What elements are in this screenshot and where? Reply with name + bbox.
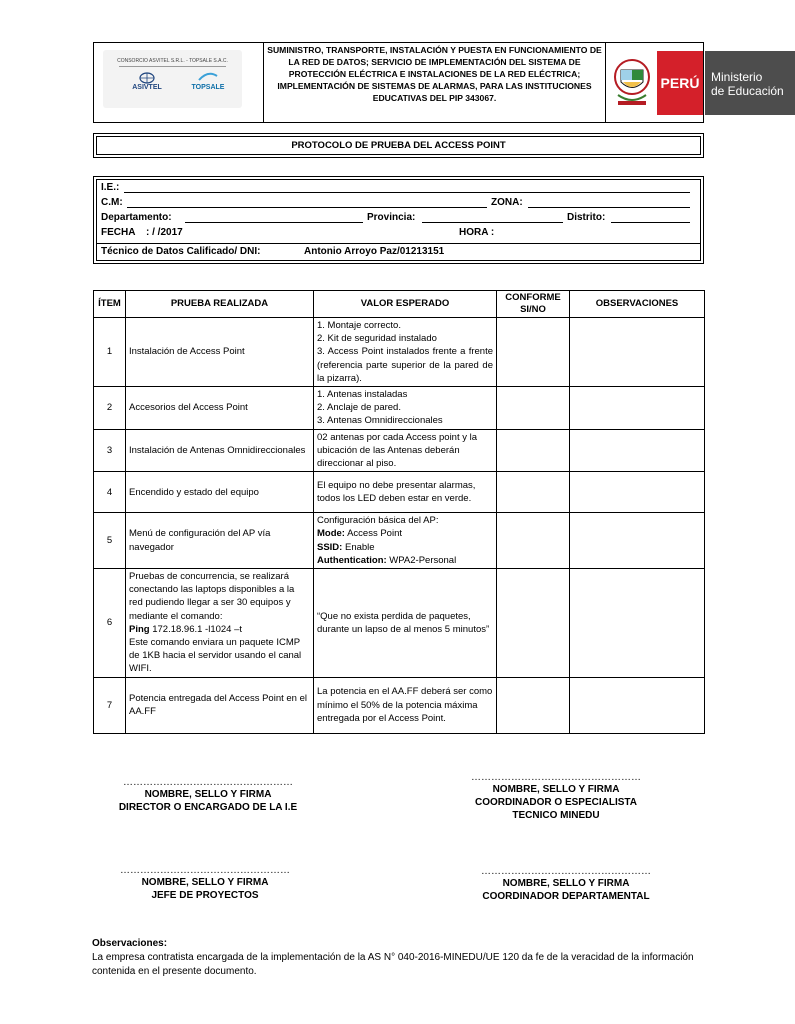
cm-label: C.M: bbox=[101, 197, 123, 208]
item-number: 3 bbox=[94, 429, 126, 472]
valor-cell: 02 antenas por cada Access point y la ubicación de las Antenas deberán direccionar al piso. bbox=[314, 429, 497, 472]
fecha-value[interactable]: : / /2017 bbox=[146, 227, 183, 238]
valor-line bbox=[317, 554, 493, 567]
signature-role: COORDINADOR O ESPECIALISTA bbox=[474, 797, 638, 808]
conforme-cell[interactable] bbox=[497, 677, 570, 733]
ministry-logo-cell bbox=[606, 43, 784, 122]
zona-field[interactable] bbox=[528, 207, 690, 208]
conforme-cell[interactable] bbox=[497, 569, 570, 678]
consortium-logo bbox=[103, 50, 242, 108]
table-row bbox=[94, 429, 705, 472]
tecnico-value: Antonio Arroyo Paz/01213151 bbox=[304, 246, 445, 257]
coat-of-arms-icon bbox=[612, 51, 652, 115]
document-header bbox=[93, 42, 784, 123]
observaciones-cell[interactable] bbox=[570, 387, 705, 430]
institution-info-inner bbox=[96, 179, 701, 261]
signature-jefe bbox=[95, 866, 315, 902]
observaciones-cell[interactable] bbox=[570, 569, 705, 678]
provincia-field[interactable] bbox=[422, 222, 563, 223]
page-title: PROTOCOLO DE PRUEBA DEL ACCESS POINT bbox=[96, 136, 701, 155]
item-number: 2 bbox=[94, 387, 126, 430]
observaciones-label: Observaciones: bbox=[92, 938, 168, 949]
signature-role-2: TECNICO MINEDU bbox=[512, 810, 600, 821]
info-separator bbox=[97, 243, 700, 244]
distrito-label: Distrito: bbox=[567, 212, 606, 223]
ministry-name bbox=[705, 51, 795, 115]
logo-rule bbox=[119, 66, 226, 67]
observaciones-cell[interactable] bbox=[570, 677, 705, 733]
col-header-observaciones: OBSERVACIONES bbox=[570, 291, 705, 318]
prueba-cell: Instalación de Access Point bbox=[126, 318, 314, 387]
ministry-line-1: Ministerio bbox=[711, 70, 763, 84]
col-header-prueba: PRUEBA REALIZADA bbox=[126, 291, 314, 318]
project-description: SUMINISTRO, TRANSPORTE, INSTALACIÓN Y PUESTA EN FUNCIONAMIENTO DE LA RED DE DATOS; SERVICIO DE IMPLEMENTACIÓN DEL SISTEMA DE PROTECCIÓN ELÉCTRICA E INSTALACIONES DE LA RED ELÉCTRICA; IMPLEMENTACIÓN DE SISTEMAS DE ALARMAS, PARA LAS INSTITUCIONES EDUCATIVAS DEL PIP 343067. bbox=[264, 43, 606, 122]
signature-director bbox=[98, 778, 318, 814]
observaciones-cell[interactable] bbox=[570, 318, 705, 387]
globe-icon bbox=[139, 72, 155, 84]
distrito-field[interactable] bbox=[611, 222, 690, 223]
table-row bbox=[94, 472, 705, 513]
consortium-logo-text: CONSORCIO ASVITEL S.R.L. - TOPSALE S.A.C. bbox=[117, 58, 228, 64]
col-header-conforme: CONFORME SI/NO bbox=[497, 291, 570, 318]
ssid-label: SSID: bbox=[317, 541, 343, 553]
peru-label: PERÚ bbox=[657, 51, 703, 115]
conforme-cell[interactable] bbox=[497, 513, 570, 569]
valor-cell: “Que no exista perdida de paquetes, durante un lapso de al menos 5 minutos” bbox=[314, 569, 497, 678]
observaciones-cell[interactable] bbox=[570, 429, 705, 472]
table-row bbox=[94, 387, 705, 430]
item-number: 7 bbox=[94, 677, 126, 733]
table-row bbox=[94, 677, 705, 733]
ministry-line-2: de Educación bbox=[711, 84, 784, 98]
observaciones-text: La empresa contratista encargada de la implementación de la AS N° 040-2016-MINEDU/UE 120 da fe de la veracidad de la información contenida en el presente documento. bbox=[92, 952, 694, 977]
tecnico-label: Técnico de Datos Calificado/ DNI: bbox=[101, 246, 261, 257]
auth-label: Authentication: bbox=[317, 554, 387, 566]
observaciones-section bbox=[92, 937, 712, 979]
institution-info bbox=[93, 176, 704, 264]
valor-line: 1. Antenas instaladas bbox=[317, 389, 408, 401]
topsale-logo bbox=[183, 70, 233, 91]
observaciones-cell[interactable] bbox=[570, 472, 705, 513]
departamento-label: Departamento: bbox=[101, 212, 172, 223]
valor-cell: El equipo no debe presentar alarmas, todos los LED deben estar en verde. bbox=[314, 472, 497, 513]
ping-args: 172.18.96.1 -l1024 –t bbox=[149, 623, 243, 635]
signature-title: NOMBRE, SELLO Y FIRMA bbox=[502, 878, 630, 889]
contractor-logo-cell bbox=[94, 43, 264, 122]
valor-intro: Configuración básica del AP: bbox=[317, 515, 439, 527]
item-number: 5 bbox=[94, 513, 126, 569]
signature-role: COORDINADOR DEPARTAMENTAL bbox=[482, 891, 650, 902]
signature-line: …………………………………………… bbox=[120, 865, 290, 876]
conforme-cell[interactable] bbox=[497, 387, 570, 430]
valor-cell bbox=[314, 318, 497, 387]
table-row bbox=[94, 318, 705, 387]
signature-role: DIRECTOR O ENCARGADO DE LA I.E bbox=[118, 802, 298, 813]
valor-line: 1. Montaje correcto. bbox=[317, 320, 401, 331]
conforme-cell[interactable] bbox=[497, 472, 570, 513]
departamento-field[interactable] bbox=[185, 222, 363, 223]
mode-value: Access Point bbox=[344, 528, 402, 540]
prueba-intro: Pruebas de concurrencia, se realizará conectando las laptops disponibles a la red pudiendo llegar a ser 30 equipos y mediante el comando: bbox=[129, 571, 295, 622]
valor-line bbox=[317, 527, 493, 540]
title-box bbox=[93, 133, 704, 158]
conforme-cell[interactable] bbox=[497, 318, 570, 387]
ping-label: Ping bbox=[129, 623, 150, 635]
signature-line: …………………………………………… bbox=[481, 866, 651, 877]
ie-field[interactable] bbox=[124, 192, 690, 193]
swoosh-icon bbox=[197, 70, 219, 84]
col-header-valor: VALOR ESPERADO bbox=[314, 291, 497, 318]
signature-line: …………………………………………… bbox=[123, 777, 293, 788]
ssid-value: Enable bbox=[342, 541, 375, 553]
prueba-cell: Accesorios del Access Point bbox=[126, 387, 314, 430]
valor-line: 3. Antenas Omnidireccionales bbox=[317, 415, 443, 427]
valor-line bbox=[317, 541, 493, 554]
valor-cell bbox=[314, 513, 497, 569]
signature-role: JEFE DE PROYECTOS bbox=[151, 890, 259, 901]
item-number: 6 bbox=[94, 569, 126, 678]
signature-line: …………………………………………… bbox=[471, 772, 641, 783]
prueba-cell: Instalación de Antenas Omnidireccionales bbox=[126, 429, 314, 472]
prueba-cell: Encendido y estado del equipo bbox=[126, 472, 314, 513]
item-number: 1 bbox=[94, 318, 126, 387]
valor-line: 2. Kit de seguridad instalado bbox=[317, 333, 437, 345]
observaciones-cell[interactable] bbox=[570, 513, 705, 569]
mode-label: Mode: bbox=[317, 528, 345, 540]
col-header-item: ÍTEM bbox=[94, 291, 126, 318]
table-header-row bbox=[94, 291, 705, 318]
prueba-outro: Este comando enviara un paquete ICMP de 1KB hacia el servidor usando el canal WIFI. bbox=[129, 637, 302, 675]
conforme-cell[interactable] bbox=[497, 429, 570, 472]
zona-label: ZONA: bbox=[491, 197, 523, 208]
valor-line: 2. Anclaje de pared. bbox=[317, 402, 401, 414]
asivtel-logo bbox=[132, 72, 162, 91]
valor-line: 3. Access Point instalados frente a frente (referencia parte superior de la pared de la pizarra). bbox=[317, 346, 493, 384]
prueba-cell: Potencia entregada del Access Point en el AA.FF bbox=[126, 677, 314, 733]
auth-value: WPA2-Personal bbox=[386, 554, 457, 566]
hora-label: HORA : bbox=[459, 227, 495, 238]
signature-title: NOMBRE, SELLO Y FIRMA bbox=[141, 877, 269, 888]
signature-title: NOMBRE, SELLO Y FIRMA bbox=[492, 784, 620, 795]
valor-cell bbox=[314, 387, 497, 430]
cm-field[interactable] bbox=[127, 207, 487, 208]
ie-label: I.E.: bbox=[101, 182, 120, 193]
prueba-cell bbox=[126, 569, 314, 678]
signature-title: NOMBRE, SELLO Y FIRMA bbox=[144, 789, 272, 800]
item-number: 4 bbox=[94, 472, 126, 513]
table-row bbox=[94, 513, 705, 569]
signature-coordinador-minedu bbox=[446, 773, 666, 822]
fecha-label: FECHA bbox=[101, 227, 136, 238]
ping-command bbox=[129, 623, 310, 636]
asivtel-brand: ASIVTEL bbox=[132, 84, 162, 91]
signature-departamental bbox=[452, 867, 680, 903]
provincia-label: Provincia: bbox=[367, 212, 416, 223]
prueba-cell: Menú de configuración del AP vía navegador bbox=[126, 513, 314, 569]
test-protocol-table bbox=[93, 290, 705, 734]
valor-cell: La potencia en el AA.FF deberá ser como mínimo el 50% de la potencia máxima entregada por el Access Point. bbox=[314, 677, 497, 733]
table-row bbox=[94, 569, 705, 678]
topsale-brand: TOPSALE bbox=[191, 84, 225, 91]
